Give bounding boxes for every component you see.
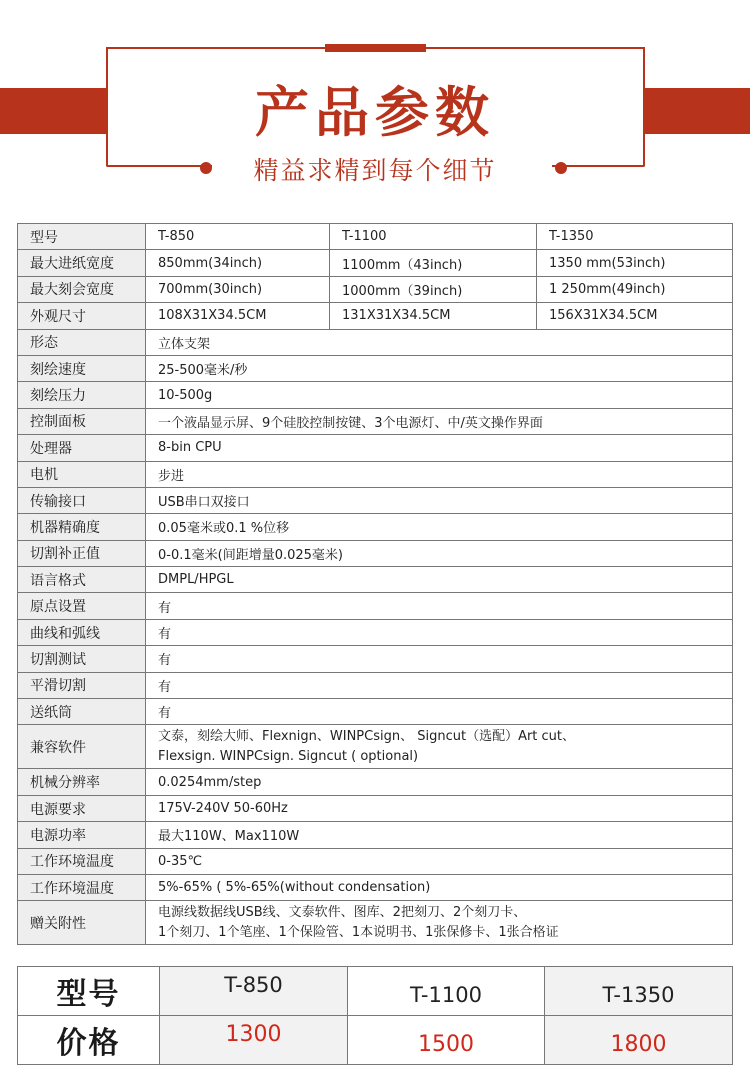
price-cell	[545, 1016, 733, 1065]
value-cell: 131X31X34.5CM	[330, 303, 537, 329]
value-cell: 1 250mm(49inch)	[537, 276, 733, 302]
table-row	[18, 874, 733, 900]
value-cell: 1000mm（39inch)	[330, 276, 537, 302]
value-cell: 5%-65% ( 5%-65%(without condensation)	[146, 874, 733, 900]
frame-top-right-line	[425, 47, 645, 49]
row-label: 电机	[18, 461, 146, 487]
price-model-name: T-1350	[602, 983, 675, 1007]
page-title: 产品参数	[255, 81, 495, 144]
table-row	[18, 514, 733, 540]
price-model-cell	[160, 967, 348, 1016]
row-label: 切割补正值	[18, 540, 146, 566]
value-cell: 有	[146, 672, 733, 698]
value-cell: 0.0254mm/step	[146, 769, 733, 795]
value-cell: 700mm(30inch)	[146, 276, 330, 302]
table-row	[18, 435, 733, 461]
value-cell: 最大110W、Max110W	[146, 822, 733, 848]
row-label: 控制面板	[18, 408, 146, 434]
table-row	[18, 487, 733, 513]
row-label: 传输接口	[18, 487, 146, 513]
table-row	[18, 408, 733, 434]
table-row	[18, 461, 733, 487]
value-cell: 有	[146, 619, 733, 645]
table-row	[18, 540, 733, 566]
table-row	[18, 329, 733, 355]
row-label: 送纸筒	[18, 699, 146, 725]
row-label: 切割测试	[18, 646, 146, 672]
table-row	[18, 567, 733, 593]
price-label: 价格	[18, 1016, 160, 1065]
value-cell: 25-500毫米/秒	[146, 355, 733, 381]
value-cell: 1100mm（43inch)	[330, 250, 537, 276]
row-label: 电源功率	[18, 822, 146, 848]
row-label: 机器精确度	[18, 514, 146, 540]
accessories-line-2: 1个刻刀、1个笔座、1个保险管、1本说明书、1张保修卡、1张合格证	[158, 924, 559, 940]
row-label: 形态	[18, 329, 146, 355]
value-cell: 108X31X34.5CM	[146, 303, 330, 329]
table-row	[18, 848, 733, 874]
value-cell: 156X31X34.5CM	[537, 303, 733, 329]
row-label: 原点设置	[18, 593, 146, 619]
row-label: 工作环境温度	[18, 848, 146, 874]
table-row	[18, 250, 733, 276]
table-row	[18, 303, 733, 329]
table-row	[18, 593, 733, 619]
value-cell: 立体支架	[146, 329, 733, 355]
value-cell: 10-500g	[146, 382, 733, 408]
value-cell: 8-bin CPU	[146, 435, 733, 461]
table-row	[18, 646, 733, 672]
row-label: 语言格式	[18, 567, 146, 593]
value-cell: DMPL/HPGL	[146, 567, 733, 593]
price-table	[17, 966, 733, 1065]
price-cell	[348, 1016, 545, 1065]
value-cell: 850mm(34inch)	[146, 250, 330, 276]
row-label: 刻绘速度	[18, 355, 146, 381]
price-value: 1800	[610, 1031, 667, 1057]
price-model-label: 型号	[18, 967, 160, 1016]
value-cell: 步进	[146, 461, 733, 487]
value-cell: 有	[146, 646, 733, 672]
model-cell: T-1350	[537, 224, 733, 250]
row-label: 最大刻会宽度	[18, 276, 146, 302]
table-row	[18, 822, 733, 848]
model-cell: T-850	[146, 224, 330, 250]
table-row	[18, 672, 733, 698]
table-row	[18, 725, 733, 769]
frame-top-left-line	[106, 47, 326, 49]
price-value: 1500	[418, 1031, 474, 1057]
row-label: 型号	[18, 224, 146, 250]
value-cell: 1350 mm(53inch)	[537, 250, 733, 276]
model-cell: T-1100	[330, 224, 537, 250]
value-cell: 一个液晶显示屏、9个硅胶控制按键、3个电源灯、中/英文操作界面	[146, 408, 733, 434]
table-row	[18, 276, 733, 302]
table-row	[18, 699, 733, 725]
value-cell: 0.05毫米或0.1 %位移	[146, 514, 733, 540]
table-row	[18, 382, 733, 408]
table-row	[18, 224, 733, 250]
table-row	[18, 355, 733, 381]
row-label: 外观尺寸	[18, 303, 146, 329]
row-label: 曲线和弧线	[18, 619, 146, 645]
header	[0, 0, 750, 200]
price-model-name: T-1100	[410, 983, 482, 1007]
price-model-row	[18, 967, 733, 1016]
table-row	[18, 769, 733, 795]
value-cell: USB串口双接口	[146, 487, 733, 513]
frame-top-bar	[325, 44, 426, 52]
value-cell: 有	[146, 699, 733, 725]
price-value-row	[18, 1016, 733, 1065]
accessories-cell	[146, 901, 733, 945]
row-label: 处理器	[18, 435, 146, 461]
price-model-cell	[348, 967, 545, 1016]
accessories-line-1: 电源线数据线USB线、文泰软件、图库、2把刻刀、2个刻刀卡、	[158, 904, 527, 920]
price-cell	[160, 1016, 348, 1065]
table-row	[18, 795, 733, 821]
price-value: 1300	[225, 1021, 282, 1047]
row-label: 赠关附性	[18, 901, 146, 945]
row-label: 最大进纸宽度	[18, 250, 146, 276]
table-row	[18, 619, 733, 645]
row-label: 兼容软件	[18, 725, 146, 769]
table-row	[18, 901, 733, 945]
value-cell: 有	[146, 593, 733, 619]
price-model-cell	[545, 967, 733, 1016]
compat-line-2: Flexsign. WINPCsign. Signcut ( optional)	[158, 748, 419, 764]
value-cell: 175V-240V 50-60Hz	[146, 795, 733, 821]
compat-software-cell	[146, 725, 733, 769]
spec-table	[17, 223, 733, 945]
compat-line-1: 文泰，刻绘大师、Flexnign、WINPCsign、 Signcut（选配）Art cut、	[158, 728, 576, 744]
row-label: 机械分辨率	[18, 769, 146, 795]
page-subtitle: 精益求精到每个细节	[253, 156, 497, 185]
row-label: 刻绘压力	[18, 382, 146, 408]
row-label: 工作环境温度	[18, 874, 146, 900]
value-cell: 0-35℃	[146, 848, 733, 874]
value-cell: 0-0.1毫米(间距增量0.025毫米)	[146, 540, 733, 566]
row-label: 平滑切割	[18, 672, 146, 698]
row-label: 电源要求	[18, 795, 146, 821]
price-model-name: T-850	[224, 973, 283, 997]
